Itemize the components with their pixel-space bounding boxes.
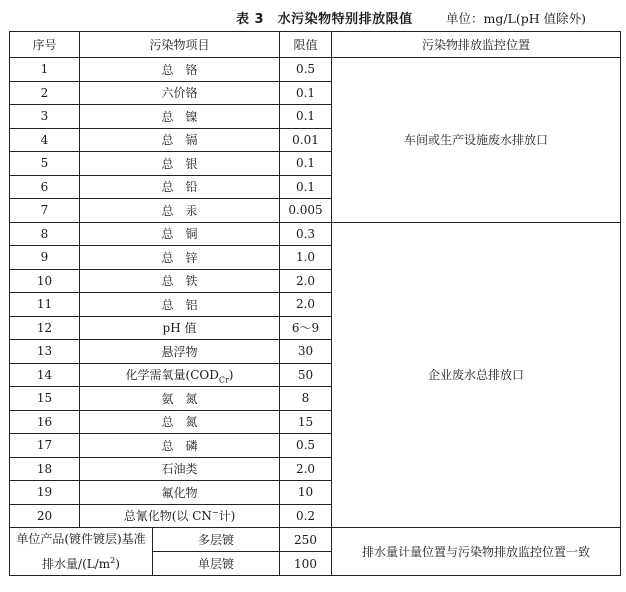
row-number: 14	[10, 363, 80, 387]
pollutant-item	[80, 152, 280, 176]
emission-limits-table	[9, 31, 621, 528]
pollutant-superscript: −	[211, 508, 219, 518]
pollutant-name: 化学需氧量(COD	[125, 367, 219, 382]
limit-value: 0.5	[280, 434, 332, 458]
pollutant-item	[80, 269, 280, 293]
pollutant-item	[80, 363, 280, 387]
pollutant-item	[80, 293, 280, 317]
row-number: 19	[10, 481, 80, 505]
footer-label-sup: 2	[110, 555, 116, 565]
pollutant-item	[80, 222, 280, 246]
location-workshop: 车间或生产设施废水排放口	[332, 58, 621, 223]
row-number: 15	[10, 387, 80, 411]
footer-row-multi	[10, 528, 621, 552]
header-row	[10, 32, 621, 58]
row-number: 12	[10, 316, 80, 340]
limit-value: 0.5	[280, 58, 332, 82]
pollutant-item	[80, 105, 280, 129]
limit-value: 0.1	[280, 175, 332, 199]
pollutant-name: 悬浮物	[161, 344, 198, 359]
limit-value: 2.0	[280, 457, 332, 481]
pollutant-name-tail: 计)	[218, 509, 236, 524]
row-number: 4	[10, 128, 80, 152]
limit-value: 2.0	[280, 269, 332, 293]
pollutant-item	[80, 387, 280, 411]
pollutant-name: 总 汞	[161, 203, 198, 218]
pollutant-name: 总 锌	[161, 250, 198, 265]
footer-label-line2: 排水量/(L/m	[42, 556, 111, 571]
pollutant-name: 氟化物	[161, 485, 198, 500]
pollutant-name: 总 铝	[161, 297, 198, 312]
row-number: 18	[10, 457, 80, 481]
unit-note: 单位：mg/L(pH 值除外)	[446, 11, 586, 26]
limit-value: 50	[280, 363, 332, 387]
limit-value: 10	[280, 481, 332, 505]
footer-label-tail: )	[115, 556, 120, 571]
footer-table	[9, 527, 621, 576]
table-row	[10, 58, 621, 82]
pollutant-name: 石油类	[161, 462, 198, 477]
row-number: 7	[10, 199, 80, 223]
limit-value: 2.0	[280, 293, 332, 317]
pollutant-name: 总 磷	[161, 438, 198, 453]
location-total: 企业废水总排放口	[332, 222, 621, 528]
pollutant-name: 总 铬	[161, 62, 198, 77]
row-number: 20	[10, 504, 80, 528]
row-number: 13	[10, 340, 80, 364]
footer-label-line1: 单位产品(镀件镀层)基准	[16, 531, 146, 546]
row-number: 5	[10, 152, 80, 176]
limit-value: 0.1	[280, 152, 332, 176]
pollutant-name: 总 镍	[161, 109, 198, 124]
pollutant-item	[80, 340, 280, 364]
pollutant-name: pH 值	[162, 321, 197, 336]
row-number: 6	[10, 175, 80, 199]
limit-value: 0.3	[280, 222, 332, 246]
limit-value: 0.01	[280, 128, 332, 152]
pollutant-name: 总 银	[161, 156, 198, 171]
limit-value: 0.1	[280, 105, 332, 129]
pollutant-item	[80, 58, 280, 82]
row-number: 2	[10, 81, 80, 105]
footer-multi-value: 250	[280, 528, 332, 552]
pollutant-item	[80, 457, 280, 481]
pollutant-item	[80, 434, 280, 458]
pollutant-subscript: Cr	[218, 374, 229, 384]
pollutant-item	[80, 81, 280, 105]
pollutant-name: 总氰化物(以 CN	[123, 509, 212, 524]
row-number: 9	[10, 246, 80, 270]
row-number: 8	[10, 222, 80, 246]
limit-value: 6～9	[280, 316, 332, 340]
pollutant-name: 总 氮	[161, 415, 198, 430]
pollutant-name: 总 铁	[161, 274, 198, 289]
footer-single-value: 100	[280, 552, 332, 576]
table-title: 表 3 水污染物特别排放限值	[236, 12, 413, 27]
row-number: 11	[10, 293, 80, 317]
pollutant-name: 六价铬	[161, 86, 198, 101]
pollutant-item	[80, 175, 280, 199]
footer-multi-label: 多层镀	[153, 528, 280, 552]
pollutant-item	[80, 504, 280, 528]
header-no: 序号	[10, 32, 80, 58]
header-item: 污染物项目	[80, 32, 280, 58]
pollutant-item	[80, 128, 280, 152]
row-number: 17	[10, 434, 80, 458]
table-caption-row	[0, 6, 626, 28]
row-number: 16	[10, 410, 80, 434]
pollutant-item	[80, 410, 280, 434]
pollutant-item	[80, 199, 280, 223]
pollutant-name: 总 镉	[161, 133, 198, 148]
row-number: 1	[10, 58, 80, 82]
limit-value: 8	[280, 387, 332, 411]
row-number: 10	[10, 269, 80, 293]
table-row	[10, 222, 621, 246]
row-number: 3	[10, 105, 80, 129]
limit-value: 0.2	[280, 504, 332, 528]
pollutant-name: 总 铜	[161, 227, 198, 242]
pollutant-name-tail: )	[228, 367, 234, 382]
limit-value: 30	[280, 340, 332, 364]
header-location: 污染物排放监控位置	[332, 32, 621, 58]
limit-value: 15	[280, 410, 332, 434]
limit-value: 1.0	[280, 246, 332, 270]
limit-value: 0.005	[280, 199, 332, 223]
footer-location: 排水量计量位置与污染物排放监控位置一致	[332, 528, 621, 576]
header-limit: 限值	[280, 32, 332, 58]
footer-label	[10, 528, 153, 576]
pollutant-name: 总 铅	[161, 180, 198, 195]
pollutant-item	[80, 316, 280, 340]
pollutant-name: 氨 氮	[161, 391, 198, 406]
pollutant-item	[80, 246, 280, 270]
footer-single-label: 单层镀	[153, 552, 280, 576]
pollutant-item	[80, 481, 280, 505]
limit-value: 0.1	[280, 81, 332, 105]
